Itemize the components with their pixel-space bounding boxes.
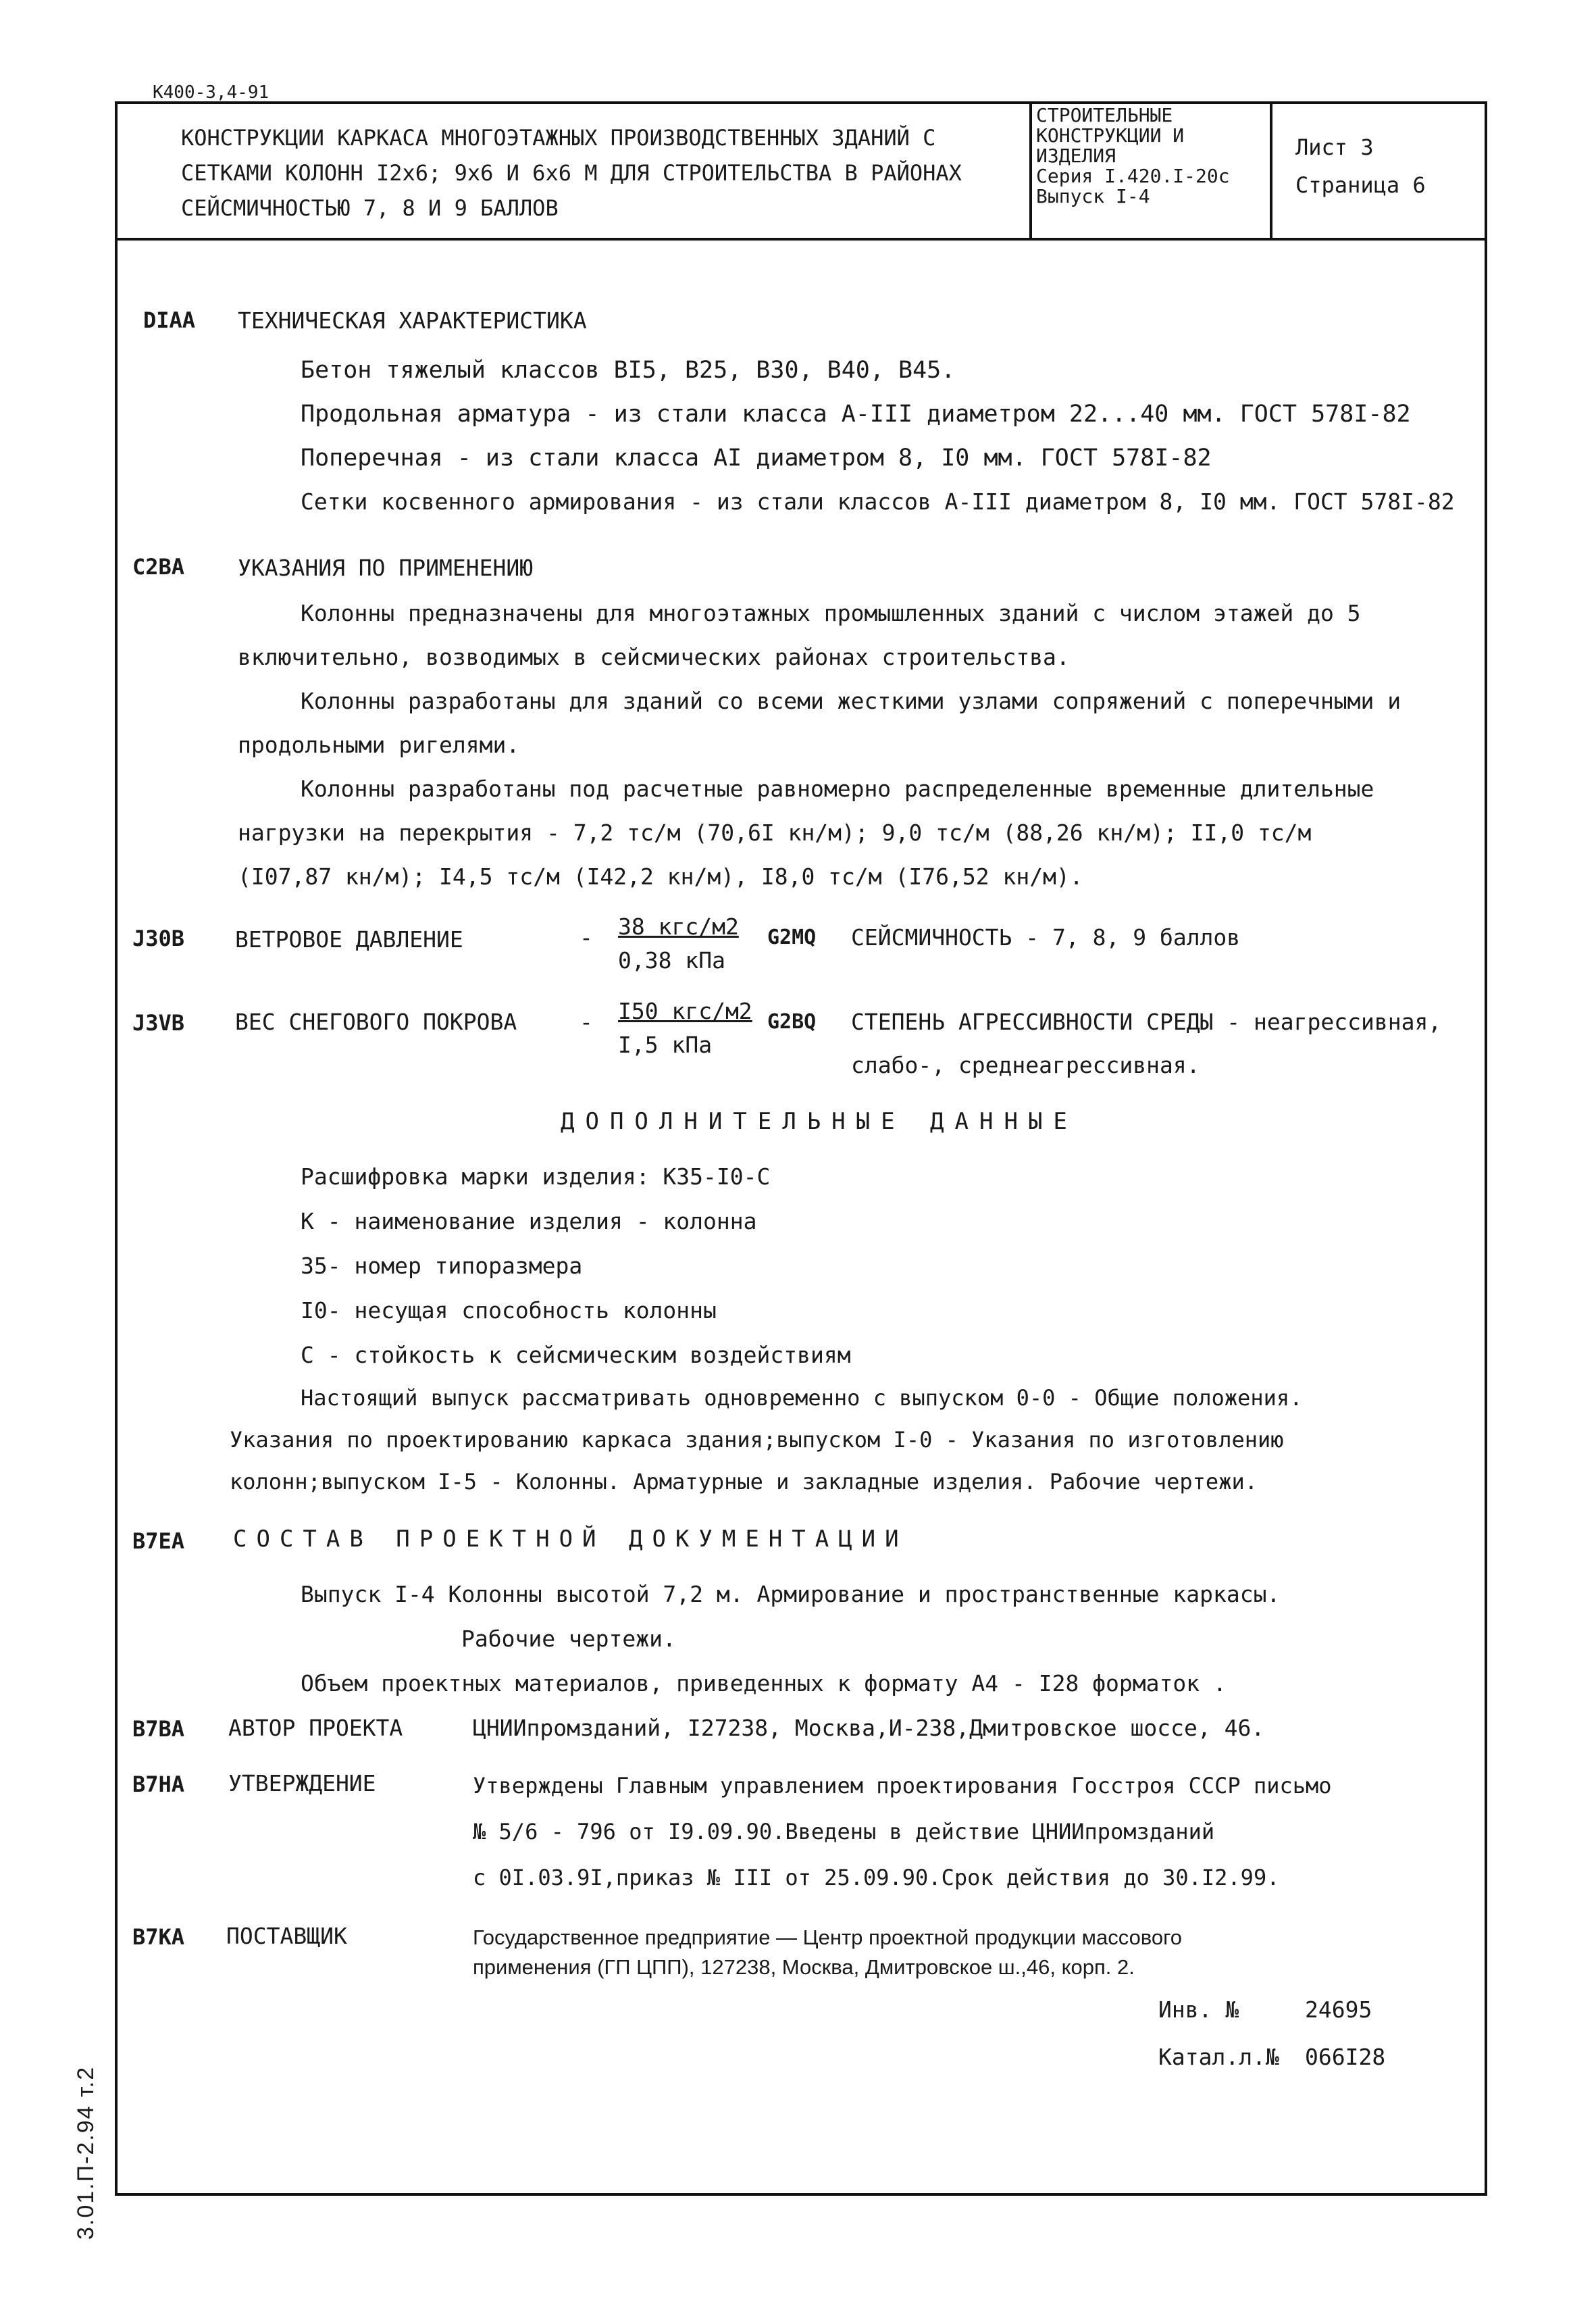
header-category — [1036, 105, 1230, 207]
extra-line-3: 35- номер типоразмера — [301, 1253, 583, 1279]
snow-value-kgs: I50 кгс/м2 — [618, 998, 752, 1024]
wind-value-kpa: 0,38 кПа — [618, 947, 725, 974]
supplier-code: B7KA — [132, 1924, 185, 1950]
header-title-line-2: СЕТКАМИ КОЛОНН I2х6; 9х6 И 6х6 М ДЛЯ СТРОИТЕЛЬСТВА В РАЙОНАХ — [181, 160, 962, 186]
author-label: АВТОР ПРОЕКТА — [228, 1715, 403, 1741]
supplier-label: ПОСТАВЩИК — [226, 1923, 347, 1949]
tech-line-1: Бетон тяжелый классов ВI5, В25, В30, В40, В45. — [301, 357, 956, 384]
supplier-line-1: Государственное предприятие — Центр проектной продукции массового — [473, 1926, 1183, 1949]
extra-line-4: I0- несущая способность колонны — [301, 1297, 717, 1324]
header-category-line-2: КОНСТРУКЦИИ И — [1036, 124, 1185, 147]
extra-para-1: Настоящий выпуск рассматривать одновременно с выпуском 0-0 - Общие положения. — [301, 1385, 1303, 1411]
tech-line-3: Поперечная - из стали класса АI диаметром 8, I0 мм. ГОСТ 578I-82 — [301, 445, 1212, 472]
side-stamp: 3.01.П-2.94 т.2 — [73, 2065, 99, 2240]
snow-value-kpa: I,5 кПа — [618, 1032, 713, 1058]
usage-line-6: нагрузки на перекрытия - 7,2 тс/м (70,6I кн/м); 9,0 тс/м (88,26 кн/м); II,0 тс/м — [238, 820, 1312, 846]
extra-line-1: Расшифровка марки изделия: К35-I0-С — [301, 1163, 771, 1190]
aggressiveness-code: G2BQ — [767, 1010, 817, 1034]
cat-value: 066I28 — [1305, 2044, 1386, 2070]
aggressiveness-label-cont: слабо-, среднеагрессивная. — [851, 1052, 1200, 1078]
header-issue: Выпуск I-4 — [1036, 185, 1150, 207]
aggressiveness-label: СТЕПЕНЬ АГРЕССИВНОСТИ СРЕДЫ - неагрессивная, — [851, 1009, 1442, 1035]
header-title — [181, 120, 962, 226]
supplier-value — [473, 1923, 1182, 1982]
wind-code: J30B — [132, 926, 185, 951]
extra-line-5: С - стойкость к сейсмическим воздействиям — [301, 1342, 851, 1368]
supplier-line-2: применения (ГП ЦПП), 127238, Москва, Дмитровское ш.,46, корп. 2. — [473, 1955, 1135, 1979]
usage-line-2: включительно, возводимых в сейсмических районах строительства. — [238, 644, 1070, 670]
header-col-divider-1 — [1029, 101, 1032, 239]
usage-line-1: Колонны предназначены для многоэтажных промышленных зданий с числом этажей до 5 — [301, 600, 1361, 626]
composition-line-3: Объем проектных материалов, приведенных к формату А4 - I28 форматок . — [301, 1670, 1227, 1696]
author-code: B7BA — [132, 1716, 185, 1742]
approval-line-2: № 5/6 - 796 от I9.09.90.Введены в действие ЦНИИпромзданий — [473, 1819, 1215, 1844]
wind-value-kgs: 38 кгс/м2 — [618, 913, 739, 940]
header-col-divider-2 — [1270, 101, 1272, 239]
usage-line-5: Колонны разработаны под расчетные равномерно распределенные временные длительные — [301, 776, 1374, 802]
snow-label: ВЕС СНЕГОВОГО ПОКРОВА — [235, 1009, 517, 1035]
extra-line-2: К - наименование изделия - колонна — [301, 1208, 757, 1234]
composition-heading: СОСТАВ ПРОЕКТНОЙ ДОКУМЕНТАЦИИ — [233, 1526, 908, 1553]
tech-heading: ТЕХНИЧЕСКАЯ ХАРАКТЕРИСТИКА — [238, 307, 587, 334]
header-sheet-info — [1295, 128, 1426, 204]
wind-dash: - — [580, 924, 593, 951]
tech-line-4: Сетки косвенного армирования - из стали классов А-III диаметром 8, I0 мм. ГОСТ 578I-82 — [301, 488, 1455, 515]
snow-code: J3VB — [132, 1010, 185, 1036]
inv-label: Инв. № — [1158, 1996, 1239, 2023]
approval-code: B7HA — [132, 1771, 185, 1797]
header-category-line-3: ИЗДЕЛИЯ — [1036, 145, 1116, 167]
extra-para-2: Указания по проектированию каркаса здания;выпуском I-0 - Указания по изготовлению — [230, 1427, 1284, 1453]
seismic-label: СЕЙСМИЧНОСТЬ - 7, 8, 9 баллов — [851, 924, 1241, 951]
usage-heading: УКАЗАНИЯ ПО ПРИМЕНЕНИЮ — [238, 555, 534, 581]
usage-line-4: продольными ригелями. — [238, 732, 520, 758]
tech-line-2: Продольная арматура - из стали класса А-III диаметром 22...40 мм. ГОСТ 578I-82 — [301, 401, 1411, 428]
inv-value: 24695 — [1305, 1996, 1372, 2023]
composition-code: B7EA — [132, 1528, 185, 1554]
composition-line-2: Рабочие чертежи. — [461, 1626, 676, 1652]
header-category-line-1: СТРОИТЕЛЬНЫЕ — [1036, 104, 1173, 126]
header-title-line-3: СЕЙСМИЧНОСТЬЮ 7, 8 И 9 БАЛЛОВ — [181, 195, 559, 221]
sheet-number: Лист 3 — [1295, 134, 1374, 160]
tech-code: DIAA — [143, 307, 196, 333]
page-number: Страница 6 — [1295, 172, 1426, 198]
seismic-code: G2MQ — [767, 926, 817, 949]
header-series: Серия I.420.I-20с — [1036, 165, 1230, 187]
extra-heading: ДОПОЛНИТЕЛЬНЫЕ ДАННЫЕ — [561, 1108, 1078, 1135]
header-title-line-1: КОНСТРУКЦИИ КАРКАСА МНОГОЭТАЖНЫХ ПРОИЗВОДСТВЕННЫХ ЗДАНИЙ С — [181, 125, 936, 151]
author-value: ЦНИИпромзданий, I27238, Москва,И-238,Дмитровское шоссе, 46. — [473, 1715, 1265, 1741]
cat-label: Катал.л.№ — [1158, 2044, 1279, 2070]
wind-label: ВЕТРОВОЕ ДАВЛЕНИЕ — [235, 926, 463, 953]
doc-code: К400-3,4-91 — [153, 82, 269, 103]
approval-label: УТВЕРЖДЕНИЕ — [228, 1770, 376, 1796]
header-divider — [115, 238, 1487, 241]
usage-line-3: Колонны разработаны для зданий со всеми жесткими узлами сопряжений с поперечными и — [301, 688, 1401, 714]
extra-para-3: колонн;выпуском I-5 - Колонны. Арматурные и закладные изделия. Рабочие чертежи. — [230, 1469, 1258, 1494]
approval-line-1: Утверждены Главным управлением проектирования Госстроя СССР письмо — [473, 1773, 1332, 1799]
snow-dash: - — [580, 1009, 593, 1035]
approval-line-3: с 0I.03.9I,приказ № III от 25.09.90.Срок действия до 30.I2.99. — [473, 1865, 1280, 1890]
usage-code: C2BA — [132, 554, 185, 580]
composition-line-1: Выпуск I-4 Колонны высотой 7,2 м. Армирование и пространственные каркасы. — [301, 1581, 1281, 1607]
usage-line-7: (I07,87 кн/м); I4,5 тс/м (I42,2 кн/м), I8,0 тс/м (I76,52 кн/м). — [238, 863, 1083, 890]
